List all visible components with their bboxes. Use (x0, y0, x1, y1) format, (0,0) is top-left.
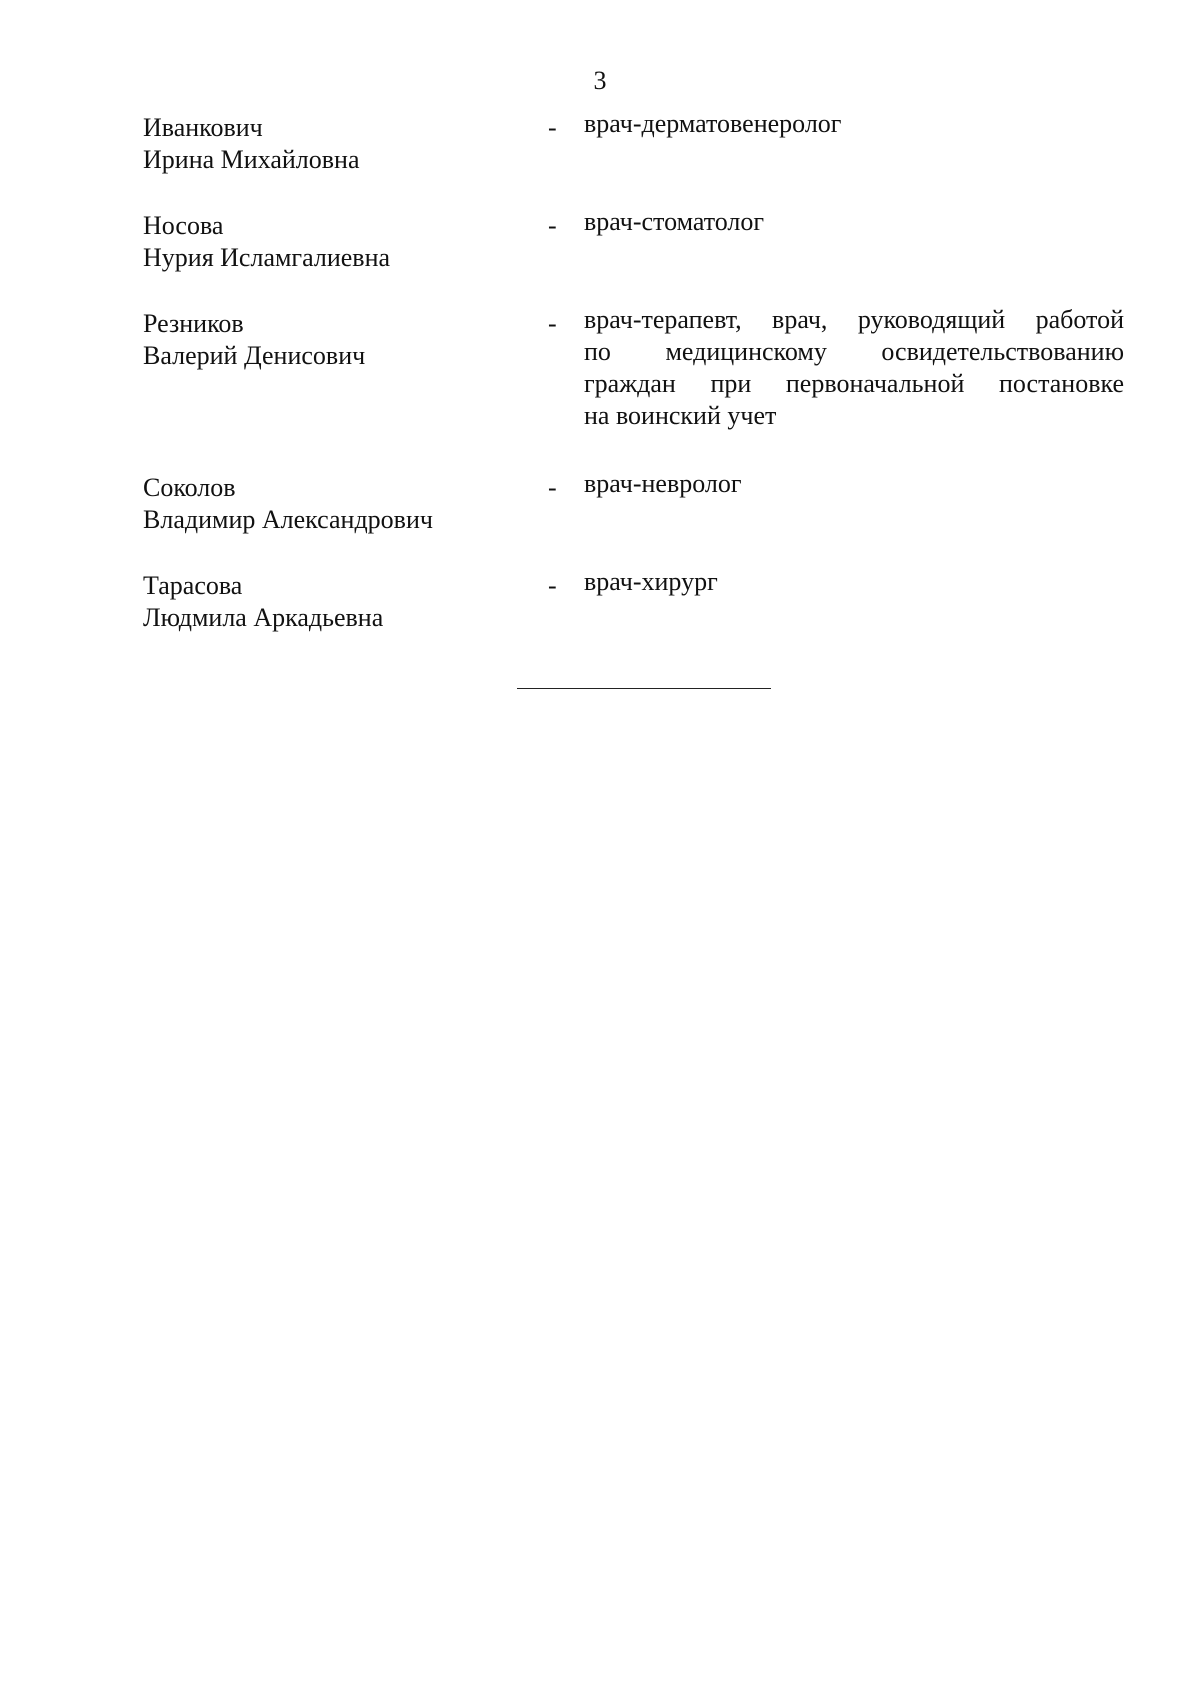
role-line: на воинский учет (584, 401, 777, 430)
person-name (143, 210, 503, 274)
person-given-names: Людмила Аркадьевна (143, 603, 384, 632)
person-surname: Резников (143, 309, 244, 338)
person-role (584, 304, 1124, 432)
person-role (584, 108, 1124, 140)
person-given-names: Владимир Александрович (143, 505, 433, 534)
entry-dash: - (548, 473, 557, 502)
role-line: врач-хирург (584, 567, 718, 596)
person-given-names: Ирина Михайловна (143, 145, 360, 174)
person-given-names: Валерий Денисович (143, 341, 366, 370)
entry-dash: - (548, 571, 557, 600)
end-of-list-rule (517, 688, 771, 689)
entry-dash: - (548, 113, 557, 142)
person-surname: Носова (143, 211, 224, 240)
entry-dash: - (548, 211, 557, 240)
person-name (143, 472, 503, 536)
person-name (143, 112, 503, 176)
person-role (584, 206, 1124, 238)
person-role (584, 566, 1124, 598)
person-surname: Иванкович (143, 113, 263, 142)
role-line: граждан при первоначальной постановке (584, 369, 1124, 398)
person-name (143, 308, 503, 372)
role-line: врач-терапевт, врач, руководящий работой (584, 305, 1124, 334)
entry-dash: - (548, 309, 557, 338)
role-line: врач-стоматолог (584, 207, 765, 236)
person-role (584, 468, 1124, 500)
person-surname: Соколов (143, 473, 236, 502)
page-number: 3 (593, 66, 607, 95)
person-name (143, 570, 503, 634)
role-line: по медицинскому освидетельствованию (584, 337, 1124, 366)
person-surname: Тарасова (143, 571, 243, 600)
role-line: врач-невролог (584, 469, 742, 498)
person-given-names: Нурия Исламгалиевна (143, 243, 391, 272)
role-line: врач-дерматовенеролог (584, 109, 842, 138)
